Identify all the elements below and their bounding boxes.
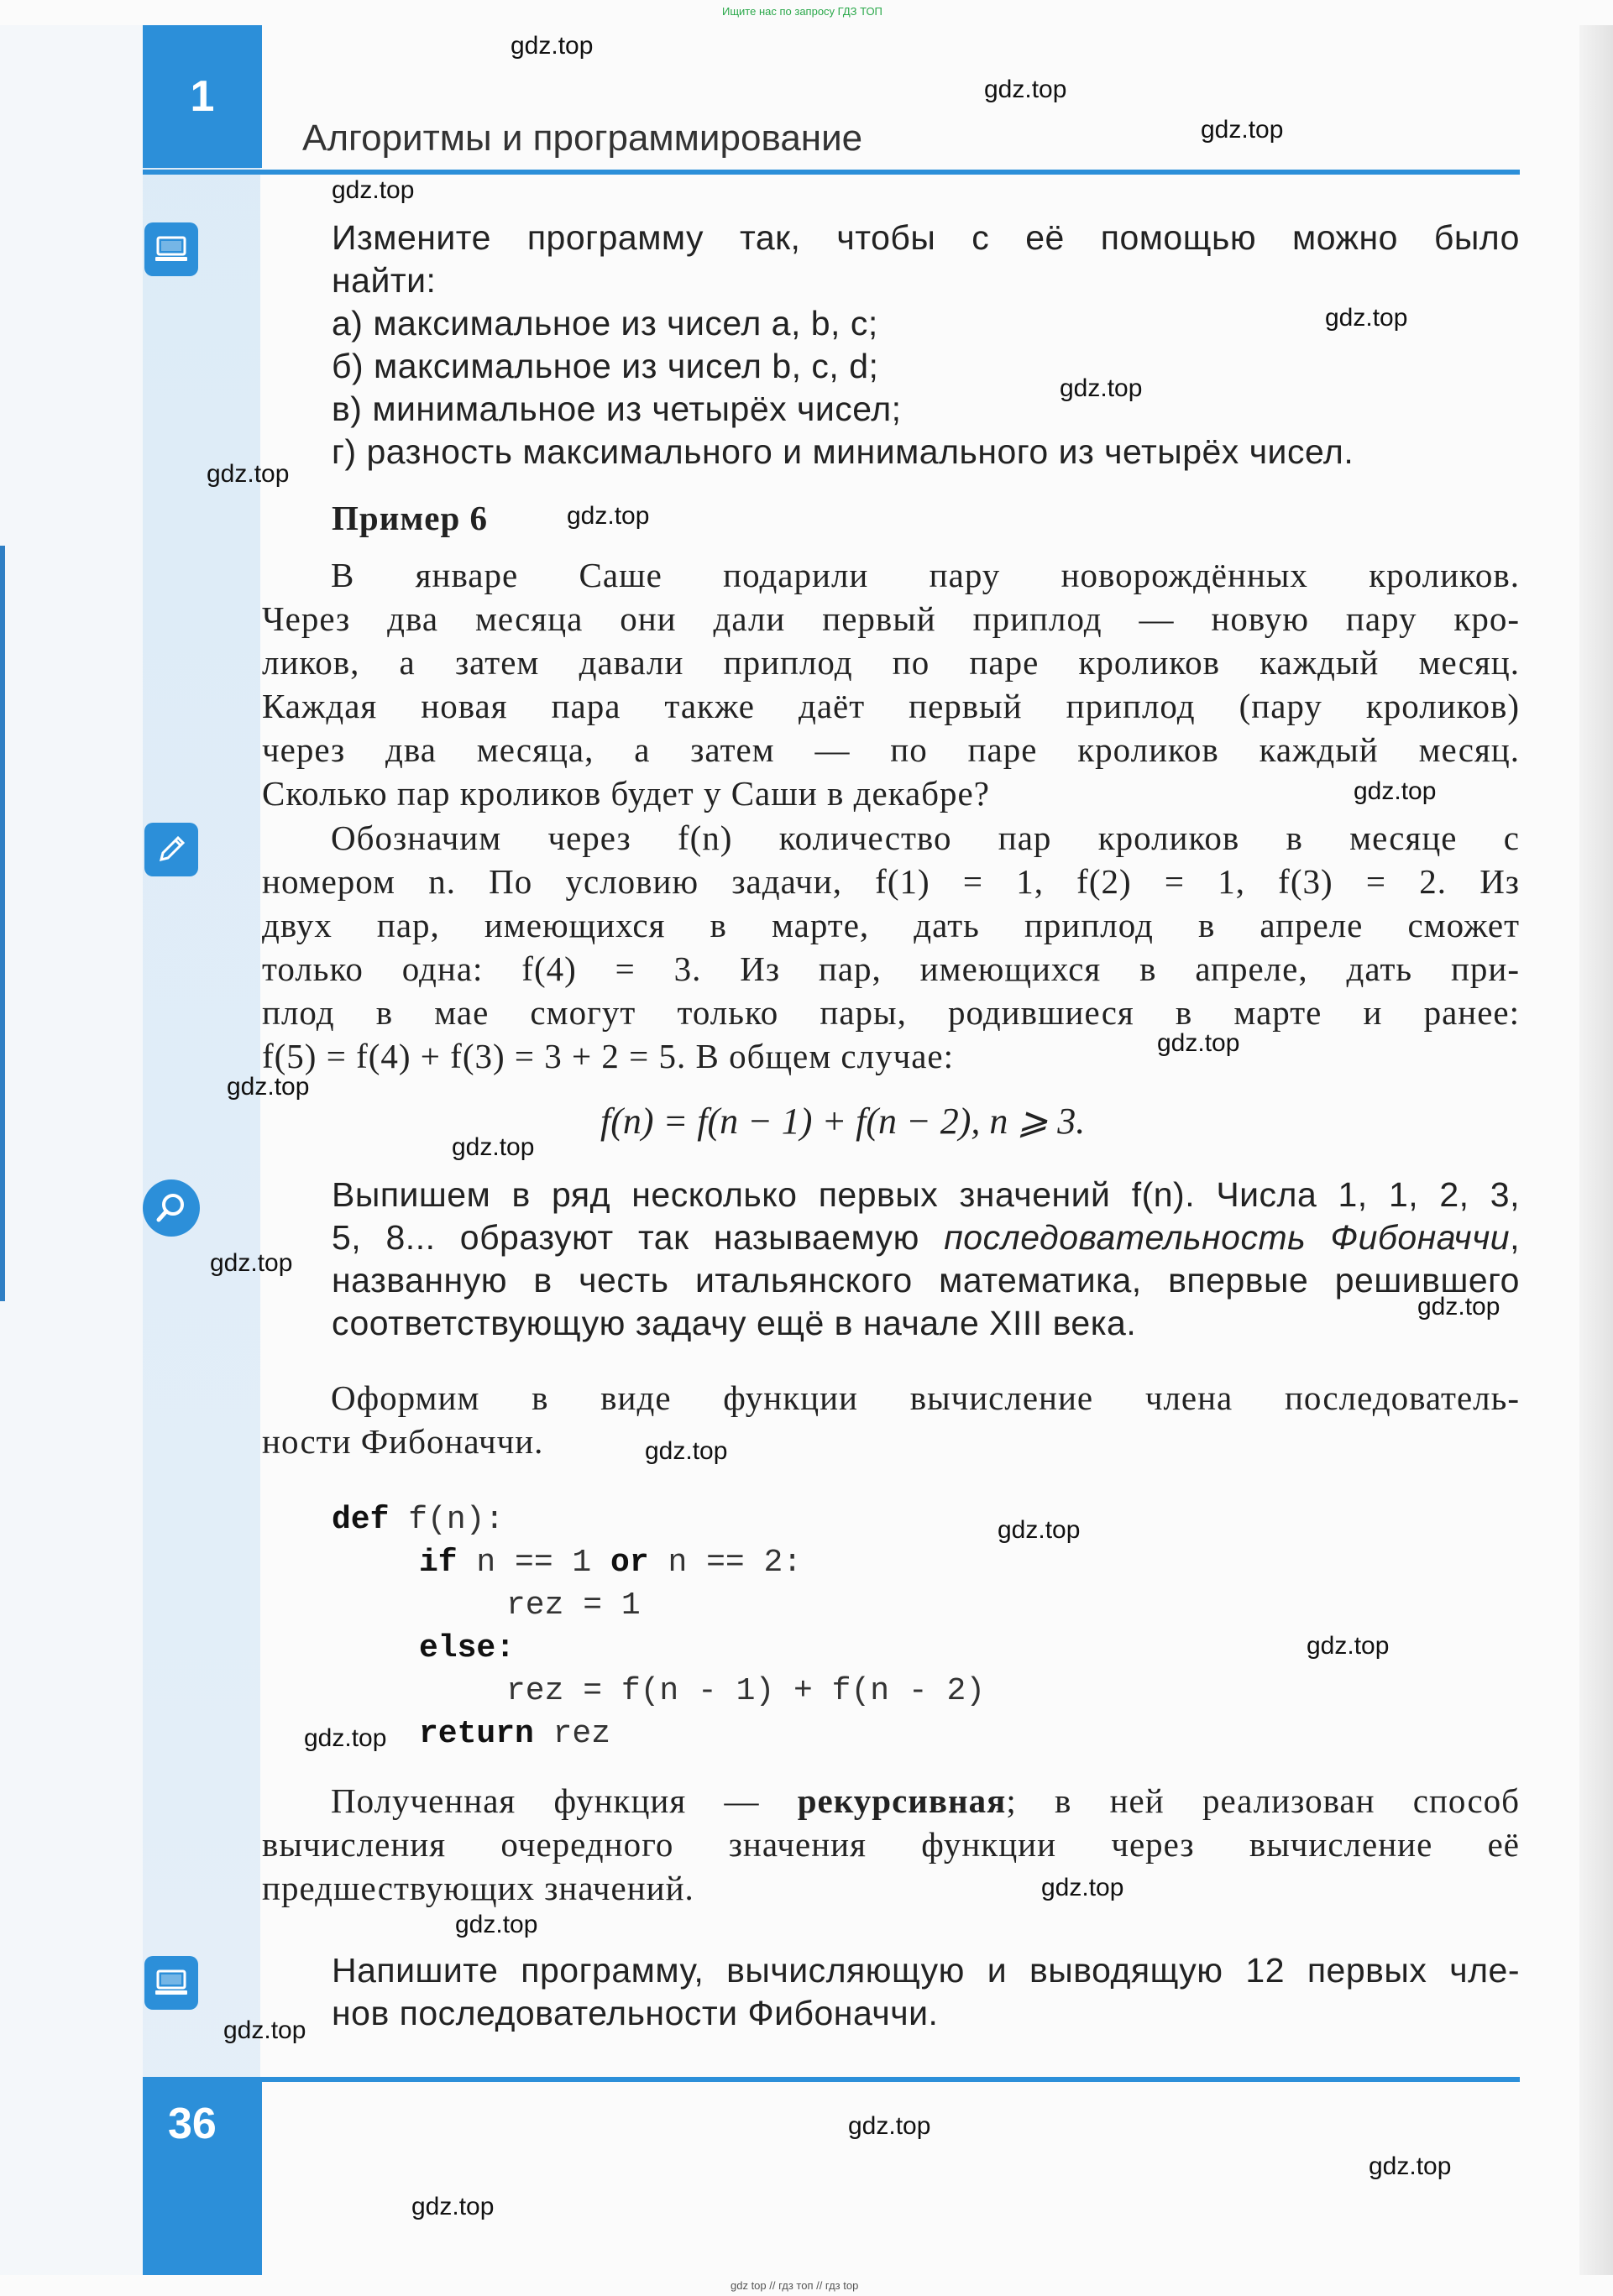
code-line-rez1: rez = 1 <box>506 1587 641 1624</box>
code-keyword-or: or <box>610 1545 649 1581</box>
code-line-def <box>332 1498 985 1541</box>
task1-item-d: г) разность максимального и минимального из четырёх чисел. <box>332 432 1354 471</box>
code-line-rez2: rez = f(n - 1) + f(n - 2) <box>506 1673 986 1709</box>
example-p2-line5: плод в мае смогут только пары, родившиеся в марте и ранее: <box>262 993 1520 1032</box>
fib-note-line2 <box>332 1216 1520 1259</box>
fib-note-line2-start: 5, 8... образуют так называемую <box>332 1218 945 1257</box>
task2-line1: Напишите программу, вычисляющую и выводящую 12 первых чле- <box>332 1951 1520 1990</box>
watermark: gdz.top <box>1060 374 1143 402</box>
example-p2-line1: Обозначим через f(n) количество пар кроликов в месяце с <box>331 819 1520 857</box>
code-keyword-else: else: <box>419 1630 516 1666</box>
code-keyword-return: return <box>419 1716 534 1752</box>
recurrence-formula: f(n) = f(n − 1) + f(n − 2), n ⩾ 3. <box>600 1101 1086 1142</box>
example-p2-line4: только одна: f(4) = 3. Из пар, имеющихся в апреле, дать при- <box>262 949 1520 988</box>
margin-strip <box>0 546 5 1301</box>
example-heading: Пример 6 <box>332 499 488 537</box>
watermark: gdz.top <box>1369 2152 1452 2180</box>
chapter-title: Алгоритмы и программирование <box>302 118 863 159</box>
watermark: gdz.top <box>227 1073 310 1101</box>
example-p1-line4: Каждая новая пара также даёт первый приплод (пару кроликов) <box>262 687 1520 725</box>
example-p1-line3: ликов, а затем давали приплод по паре кроликов каждый месяц. <box>262 643 1520 682</box>
task1-item-c: в) минимальное из четырёх чисел; <box>332 390 902 428</box>
page-edge <box>1579 25 1613 2275</box>
watermark: gdz.top <box>645 1437 728 1465</box>
recursive-line1-end: ; в ней реализован способ <box>1006 1781 1520 1820</box>
left-blue-band <box>143 25 260 2275</box>
task2-line2: нов последовательности Фибоначчи. <box>332 1994 939 2032</box>
watermark: gdz.top <box>1307 1632 1390 1660</box>
recursive-line1 <box>262 1780 1520 1823</box>
example-p1-line2: Через два месяца они дали первый приплод — новую пару кро- <box>262 599 1520 638</box>
footer-note: gdz top // гдз топ // гдз top <box>731 2279 859 2292</box>
watermark: gdz.top <box>1041 1874 1124 1901</box>
task1-item-a: а) максимальное из чисел a, b, c; <box>332 304 878 343</box>
watermark: gdz.top <box>511 32 594 60</box>
search-hint: Ищите нас по запросу ГДЗ ТОП <box>722 5 882 18</box>
recursive-line1-start: Полученная функция — <box>331 1781 798 1820</box>
code-return-value: rez <box>533 1716 611 1752</box>
watermark: gdz.top <box>332 176 415 204</box>
task1-intro-line2: найти: <box>332 261 437 300</box>
code-line-if <box>332 1541 985 1584</box>
fib-note-line2-end: , <box>1510 1218 1521 1257</box>
watermark: gdz.top <box>1201 116 1284 144</box>
fibonacci-term: последовательность Фибоначчи <box>944 1218 1511 1257</box>
code-def-signature: f(n): <box>389 1502 505 1538</box>
watermark: gdz.top <box>304 1724 387 1752</box>
code-if-cond2: n == 2: <box>648 1545 803 1581</box>
watermark: gdz.top <box>1354 777 1437 805</box>
pencil-icon <box>144 823 198 876</box>
task1-item-b: б) максимальное из чисел b, c, d; <box>332 347 879 385</box>
code-line-else <box>332 1627 985 1670</box>
code-keyword-if: if <box>419 1545 458 1581</box>
recursive-line3: предшествующих значений. <box>262 1869 694 1907</box>
magnifier-icon <box>143 1179 200 1237</box>
watermark: gdz.top <box>223 2016 306 2044</box>
header-rule <box>143 170 1520 175</box>
code-keyword-def: def <box>332 1502 390 1538</box>
watermark: gdz.top <box>567 502 650 530</box>
computer-icon <box>144 1956 198 2010</box>
watermark: gdz.top <box>411 2193 495 2220</box>
recursive-line2: вычисления очередного значения функции через вычисление её <box>262 1825 1520 1864</box>
code-if-cond1: n == 1 <box>457 1545 611 1581</box>
watermark: gdz.top <box>1417 1293 1500 1321</box>
chapter-number: 1 <box>143 25 262 168</box>
watermark: gdz.top <box>998 1516 1081 1544</box>
watermark: gdz.top <box>1325 304 1408 332</box>
watermark: gdz.top <box>452 1133 535 1161</box>
example-p2-line3: двух пар, имеющихся в марте, дать приплод в апреле сможет <box>262 906 1520 944</box>
recursive-term: рекурсивная <box>797 1781 1007 1820</box>
code-block <box>332 1498 985 1755</box>
func-intro-line2: ности Фибоначчи. <box>262 1422 544 1461</box>
task1-intro-line1: Измените программу так, чтобы с её помощью можно было <box>332 218 1520 257</box>
example-p1-line5: через два месяца, а затем — по паре кроликов каждый месяц. <box>262 730 1520 769</box>
code-line-return <box>332 1713 985 1755</box>
computer-icon <box>144 222 198 276</box>
example-p1-line6: Сколько пар кроликов будет у Саши в декабре? <box>262 774 990 813</box>
fib-note-line4: соответствующую задачу ещё в начале XIII века. <box>332 1304 1137 1342</box>
footer-rule <box>143 2077 1520 2082</box>
example-p2-line6: f(5) = f(4) + f(3) = 3 + 2 = 5. В общем случае: <box>262 1037 954 1075</box>
watermark: gdz.top <box>1157 1029 1240 1057</box>
example-p2-line2: номером n. По условию задачи, f(1) = 1, f(2) = 1, f(3) = 2. Из <box>262 862 1520 901</box>
watermark: gdz.top <box>455 1911 538 1938</box>
watermark: gdz.top <box>207 460 290 488</box>
page-number: 36 <box>168 2100 217 2148</box>
fib-note-line3: названную в честь итальянского математика, впервые решившего <box>332 1261 1520 1300</box>
watermark: gdz.top <box>848 2112 931 2140</box>
example-p1-line1: В январе Саше подарили пару новорождённых кроликов. <box>331 556 1520 594</box>
fib-note-line1: Выпишем в ряд несколько первых значений f(n). Числа 1, 1, 2, 3, <box>332 1175 1520 1214</box>
watermark: gdz.top <box>984 76 1067 103</box>
func-intro-line1: Оформим в виде функции вычисление члена последователь- <box>331 1378 1520 1417</box>
left-margin <box>0 25 143 2275</box>
watermark: gdz.top <box>210 1249 293 1277</box>
